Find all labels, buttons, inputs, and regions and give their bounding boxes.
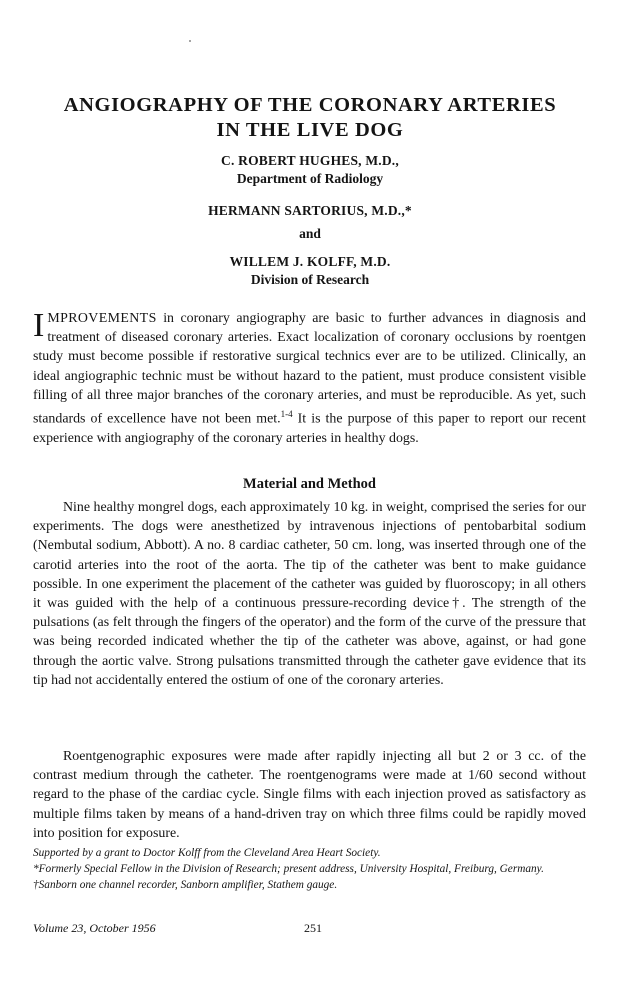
intro-text: in coronary angiography are basic to further advances in diagnosis and treatment of diseased coronary arteries. Exact localization of coronary occlusions by roentgen study must become possible if restorative surgical technics ever are to be utilized. Clinically, an ideal angiographic technic must be without hazard to the patient, must produce consistent visible filling of all three major branches of the coronary arteries, and must be reproducible. As yet, such standards of excellence have not been met. — [33, 311, 586, 427]
footnote-dagger: †Sanborn one channel recorder, Sanborn amplifier, Stathem gauge. — [33, 879, 338, 891]
section-heading-methods: Material and Method — [243, 476, 376, 492]
author-3: WILLEM J. KOLFF, M.D. — [229, 254, 391, 269]
page-number: 251 — [304, 921, 322, 935]
author-1: C. ROBERT HUGHES, M.D., — [221, 153, 399, 168]
dagger-footnote-marker: † — [449, 596, 463, 612]
footnotes — [33, 845, 586, 893]
drop-cap: I — [33, 307, 45, 344]
methods-paragraph-1-continued: . The strength of the pulsations (as felt through the fingers of the operator) and the form of the curve of the pressure that was being recorded indicated whether the tip of the catheter was above, against, or had gone through the aortic valve. Strong pulsations transmitted through the catheter gave evidence that its tip had not accidentally entered the ostium of one of the coronary arteries. — [33, 596, 586, 688]
print-speck — [189, 40, 191, 42]
methods-paragraph-1-text: Nine healthy mongrel dogs, each approximately 10 kg. in weight, comprised the series for our experiments. The dogs were anesthetized by intravenous injections of pentobarbital sodium (Nembutal sodium, Abbott). A no. 8 cardiac catheter, 50 cm. long, was inserted through one of the carotid arteries into the root of the aorta. The tip of the catheter was bent to make guidance possible. In one experiment the placement of the catheter was guided by fluoroscopy; in all others it was guided with the help of a continuous pressure-recording device — [33, 500, 586, 612]
intro-text-after-ref: It is the purpose of this paper to report our recent experience with angiography of the coronary arteries in healthy dogs. — [33, 411, 586, 446]
intro-first-word: MPROVEMENTS — [47, 311, 157, 326]
reference-superscript: 1-4 — [280, 409, 293, 420]
affiliation-2: Division of Research — [250, 272, 370, 287]
methods-paragraph-1 — [33, 498, 586, 690]
footnote-asterisk: *Formerly Special Fellow in the Division of Research; present address, University Hospital, Freiburg, Germany. — [33, 863, 544, 875]
methods-paragraph-2: Roentgenographic exposures were made after rapidly injecting all but 2 or 3 cc. of the contrast medium through the catheter. The roentgenograms were made at 1/60 second without regard to the phase of the cardiac cycle. Single films with each injection proved as satisfactory as multiple films taken by means of a hand-driven tray on which three films could be rapidly moved into position for exposure. — [33, 749, 586, 841]
title-line-1: ANGIOGRAPHY OF THE CORONARY ARTERIES — [63, 94, 557, 116]
footnote-support: Supported by a grant to Doctor Kolff from the Cleveland Area Heart Society. — [33, 847, 381, 859]
author-conjunction: and — [299, 226, 321, 241]
journal-volume: Volume 23, October 1956 — [33, 921, 156, 935]
article-title — [40, 93, 580, 143]
author-2: HERMANN SARTORIUS, M.D.,* — [208, 203, 412, 218]
affiliation-1: Department of Radiology — [236, 171, 384, 186]
title-line-2: IN THE LIVE DOG — [216, 119, 404, 141]
intro-paragraph — [33, 309, 586, 448]
